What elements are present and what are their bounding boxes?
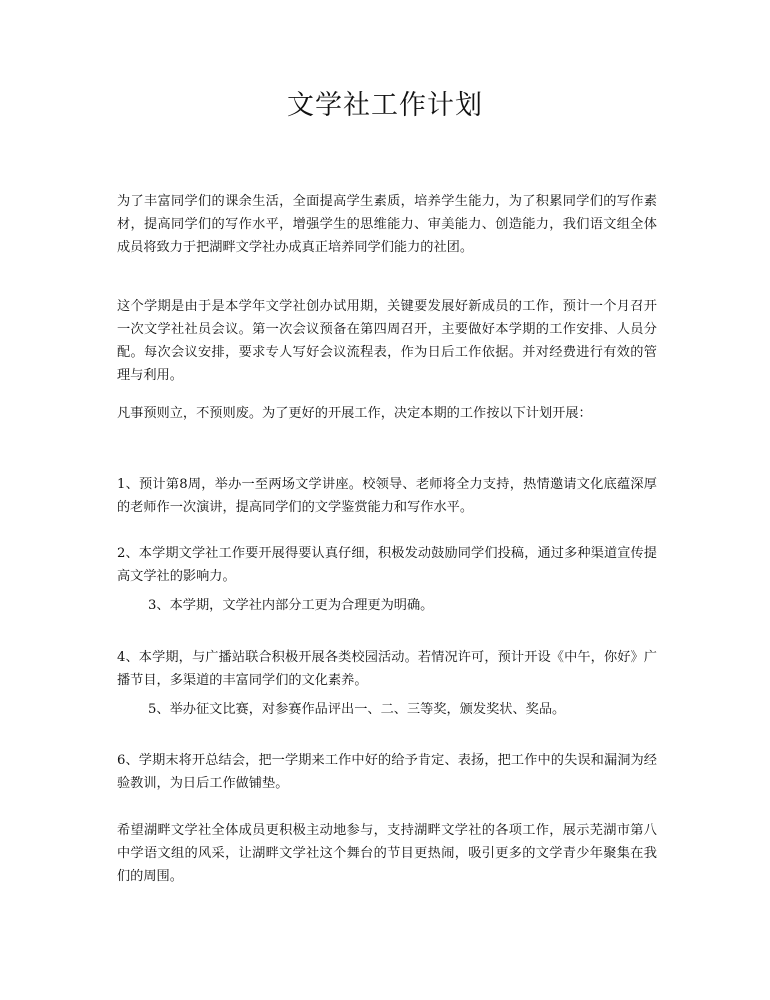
list-item-1: 1、预计第8周，举办一至两场文学讲座。校领导、老师将全力支持，热情邀请文化底蕴深厚的老师作一次演讲，提高同学们的文学鉴赏能力和写作水平。 — [117, 477, 657, 515]
list-item-6: 6、学期末将开总结会，把一学期来工作中好的给予肯定、表扬，把工作中的失误和漏洞为经验教训，为日后工作做铺垫。 — [117, 753, 657, 791]
list-item-3: 3、本学期，文学社内部分工更为合理更为明确。 — [148, 598, 434, 613]
paragraph-plan-lead: 凡事预则立，不预则废。为了更好的开展工作，决定本期的工作按以下计划开展： — [117, 406, 592, 421]
list-item-2: 2、本学期文学社工作要开展得要认真仔细，积极发动鼓励同学们投稿，通过多种渠道宣传提高文学社的影响力。 — [117, 546, 657, 584]
document-title: 文学社工作计划 — [287, 90, 483, 121]
paragraph-semester: 这个学期是由于是本学年文学社创办试用期，关键要发展好新成员的工作，预计一个月召开一次文学社社员会议。第一次会议预备在第四周召开，主要做好本学期的工作安排、人员分配。每次会议安排，要求专人写好会议流程表，作为日后工作依据。并对经费进行有效的管理与利用。 — [117, 299, 657, 383]
list-item-4: 4、本学期，与广播站联合积极开展各类校园活动。若情况许可，预计开设《中午，你好》广播节目，多渠道的丰富同学们的文化素养。 — [117, 650, 657, 688]
list-item-5: 5、举办征文比赛，对参赛作品评出一、二、三等奖，颁发奖状、奖品。 — [148, 702, 566, 717]
paragraph-closing: 希望湖畔文学社全体成员更积极主动地参与，支持湖畔文学社的各项工作，展示芜湖市第八中学语文组的风采，让湖畔文学社这个舞台的节目更热闹，吸引更多的文学青少年聚集在我们的周围。 — [117, 823, 657, 884]
paragraph-intro: 为了丰富同学们的课余生活，全面提高学生素质，培养学生能力，为了积累同学们的写作素材，提高同学们的写作水平，增强学生的思维能力、审美能力、创造能力，我们语文组全体成员将致力于把湖畔文学社办成真正培养同学们能力的社团。 — [117, 194, 657, 255]
